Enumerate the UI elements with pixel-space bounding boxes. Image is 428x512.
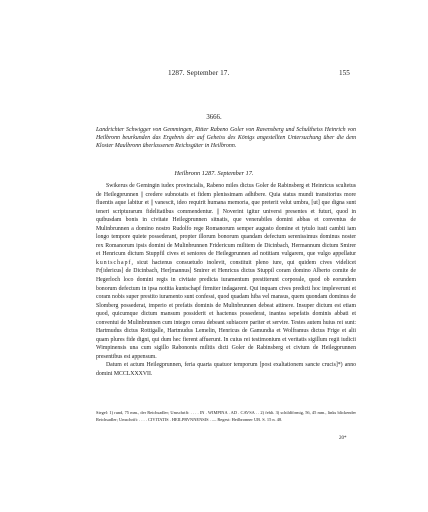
closing-paragraph: Datum et actum Heilegprunnen, feria quarta quatuor temporum [post exaltationem sancte crucis]*) anno domini MCCLXXXVII. [96,362,356,378]
printer-signature: 20* [339,436,347,441]
body-paragraph [96,182,356,361]
document-summary: Landrichter Schwigger von Gemmingen, Ritter Rabeno Goler von Ravensberg und Schultheiss Heinrich von Heilbronn beurkunden das Ergebnis der auf Geheiss des Königs angestellten Untersuchung über die dem Kloster Maulbronn überlassenen Reichsgüter in Heilbronn. [96,127,356,150]
footnote-text: Siegel: 1) rund, 75 mm., der Reichsadler; Umschrift: . . . . IN . WIMPINA . AD . CAVSA . . 2) fehlt. 3) schildförmig, 56, 45 mm., links blickender Reichsadler; Umschrift: . . . . CIVITATIS . HEILPRVNNENSIS . — Regest: Heilbronner UB. S. 15 n. 48. [96,410,356,422]
document-number: 3666. [206,114,222,121]
body-text-part-1: Swikerus de Gemingin iudex provincialis, Rabeno miles dictus Goler de Rabinsberg et Heinricus scultetus de Heilegprunnen || credere subnotatis et fidem plenissimam adhibere. Quia status mundi transitorius more fluentis aque labitur et || vanescit, ideo requirit humana memoria, que preterit velut umbra, [ut] que digna sunt teneri scripturarum fidelitatibus commendentur. || Noverint igitur universi presentes et futuri, quod in quibusdam bonis in civitate Heilegprunnen sitnatis, que venerabiles domini abbas et conventus de Mulinbrunnen a domino nostro Rudolfo rege Romanorum semper augusto domine et tytulo iusti cambii iam longo tempore quiete possederant, propter illorum bonorum quandam defectum serenissimus dominus noster rex Romanorum ipsis domini de Mulinbrunnen Fridericum militem de Dicinbach, Hermannum dictum Smirer et Henricum dictum Stuppfil cives et seniores de Heilegprunnen ad notitiam vulgarem, que vulgo appellatur [96,183,356,258]
document-body [96,182,356,379]
page-number: 155 [339,69,350,77]
footnotes [96,410,356,424]
running-head-date: 1287. September 17. [168,69,230,77]
spaced-term: kuntschapf [96,259,132,266]
body-text-part-2: , sicut hactenus consuetudo inolevit, constituit pleno iure, qui quidem cives videlicet Fr[idericus] de Dicinbach, Her[mannus] Smirer et Henricus dictus Stuppil coram domino Alberto comite de Hegerloch loco domini regis in civitate predicta iuramentum prestiterunt corporale, quod ob eorundem bonorum defectum in ipsa notitia kuntschapf firmiter indagarent. Qui inquam cives predicti hoc impleverunt et coram nobis super prestito iuramento sunt confessi, quod quadam hiba vel mansus, quem quondam dominus de Slomberg possederat, imperio et prefatis dominis de Mulinbrunnen debeat attinere. Insuper dictum est etiam quod, quicumque dictum mansum possiderit et hactenus possederat, inantea sepefatis dominis abbati et conventui de Mulinbrunnen cum integro censu debeant subiacere pariter et servire. Testes autem huius rei sunt: Hartmudus dictus Rottigalle, Hartmudus Lemelin, Henricus de Gamundia et Wolframus dictus Frige et alii quam plures fide digni, qui dum hec fierent affuerunt. In cuius rei testimonium et veritatis sigillum regii iudicii Wimpinensis una cum sigillo Rabononis militis dicti Goler de Rabinsberg et civium de Heilegprunnen presentibus est appensum. [96,259,356,360]
document-dateline: Heilbronn 1287. September 17. [174,170,254,177]
